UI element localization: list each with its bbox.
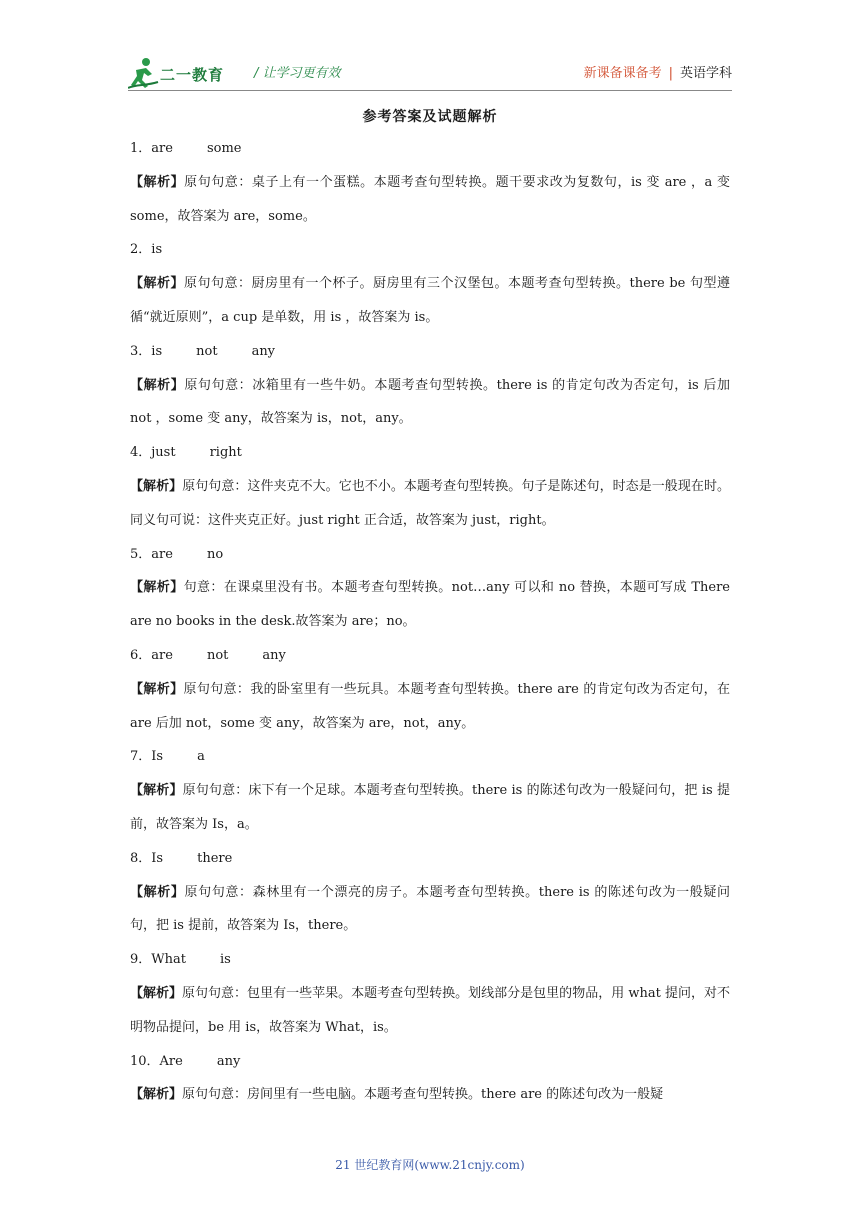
analysis-tag: 【解析】 [130, 478, 183, 494]
answer-word: any [262, 647, 286, 663]
answer-word: not [206, 647, 229, 663]
page-footer: 21 世纪教育网(www.21cnjy.com) [335, 1158, 525, 1172]
analysis-paragraph [130, 166, 730, 234]
analysis-paragraph [130, 673, 730, 741]
answer-list [130, 132, 730, 1112]
page-title: 参考答案及试题解析 [362, 109, 498, 125]
analysis-paragraph [130, 1078, 730, 1112]
analysis-text: 原句句意：我的卧室里有一些玩具。本题考查句型转换。there are 的肯定句改为否定句，在 are 后加 not，some 变 any，故答案为 are，not，any。 [130, 681, 730, 731]
analysis-text: 原句句意：包里有一些苹果。本题考查句型转换。划线部分是包里的物品，用 what 提问，对不明物品提问，be 用 is，故答案为 What，is。 [130, 985, 730, 1035]
answer-row [130, 943, 730, 977]
analysis-paragraph [130, 876, 730, 944]
answer-word: not [196, 343, 218, 359]
answer-word: Are [159, 1053, 183, 1069]
analysis-text: 原句句意：冰箱里有一些牛奶。本题考查句型转换。there is 的肯定句改为否定句，is 后加 not ，some 变 any，故答案为 is，not，any。 [130, 377, 730, 427]
analysis-paragraph [130, 470, 730, 538]
question-number: 7． [130, 749, 152, 765]
analysis-tag: 【解析】 [130, 985, 183, 1001]
answer-row [130, 740, 730, 774]
analysis-text: 原句句意：房间里有一些电脑。本题考查句型转换。there are 的陈述句改为一般疑 [182, 1087, 664, 1103]
answer-word: are [151, 546, 173, 562]
answer-word: just [151, 445, 176, 461]
page-header [128, 54, 732, 94]
answer-row [130, 639, 730, 673]
brand-tag: 新课备课备考 [583, 66, 662, 81]
answer-row [130, 1045, 730, 1079]
question-number: 4． [130, 445, 152, 461]
analysis-paragraph [130, 977, 730, 1045]
runner-logo-icon [128, 56, 160, 90]
answer-row [130, 842, 730, 876]
answer-word: What [151, 952, 186, 968]
analysis-tag: 【解析】 [130, 1087, 183, 1103]
question-number: 1． [130, 141, 152, 156]
analysis-tag: 【解析】 [130, 276, 185, 292]
analysis-tag: 【解析】 [130, 580, 184, 596]
answer-word: any [251, 343, 276, 359]
analysis-text: 原句句意：森林里有一个漂亮的房子。本题考查句型转换。there is 的陈述句改为一般疑问句，把 is 提前，故答案为 Is，there。 [130, 884, 730, 934]
analysis-tag: 【解析】 [130, 884, 185, 900]
answer-row [130, 436, 730, 470]
analysis-text: 句意：在课桌里没有书。本题考查句型转换。not…any 可以和 no 替换，本题可写成 There are no books in the desk.故答案为 are；no。 [130, 580, 730, 630]
header-separator: | [668, 66, 673, 81]
analysis-paragraph [130, 774, 730, 842]
logo [128, 56, 243, 90]
header-right [584, 62, 732, 81]
answer-word: is [151, 343, 163, 359]
analysis-paragraph [130, 267, 730, 335]
answer-word: no [206, 546, 224, 562]
answer-word: Is [151, 749, 164, 765]
answer-row [130, 335, 730, 369]
analysis-text: 原句句意：这件夹克不大。它也不小。本题考查句型转换。句子是陈述句，时态是一般现在时。同义句可说：这件夹克正好。just right 正合适，故答案为 just，right。 [130, 478, 730, 528]
analysis-paragraph [130, 571, 730, 639]
analysis-tag: 【解析】 [130, 174, 185, 190]
answer-word: are [151, 141, 173, 156]
question-number: 8． [130, 850, 152, 866]
answer-row [130, 233, 730, 267]
header-divider [128, 90, 732, 91]
analysis-tag: 【解析】 [130, 377, 185, 393]
answer-word: right [209, 445, 242, 461]
question-number: 2． [130, 242, 152, 258]
question-number: 5． [130, 546, 152, 562]
answer-word: are [151, 647, 173, 663]
subject-label: 英语学科 [679, 66, 732, 81]
answer-word: there [197, 850, 233, 866]
question-number: 3． [130, 343, 152, 359]
answer-word: some [206, 141, 242, 156]
answer-word: any [216, 1053, 241, 1069]
analysis-text: 原句句意：厨房里有一个杯子。厨房里有三个汉堡包。本题考查句型转换。there be 句型遵循“就近原则”，a cup 是单数，用 is ，故答案为 is。 [130, 276, 730, 325]
answer-row [130, 132, 730, 166]
answer-word: is [220, 952, 231, 968]
analysis-text: 原句句意：床下有一个足球。本题考查句型转换。there is 的陈述句改为一般疑问句，把 is 提前，故答案为 Is，a。 [130, 783, 730, 832]
answer-word: a [197, 749, 205, 765]
answer-row [130, 538, 730, 572]
analysis-text: 原句句意：桌子上有一个蛋糕。本题考查句型转换。题干要求改为复数句，is 变 are ，a 变 some，故答案为 are，some。 [130, 174, 730, 224]
question-number: 6． [130, 647, 152, 663]
answer-word: Is [151, 850, 164, 866]
analysis-paragraph [130, 369, 730, 437]
logo-text: 二一教育 [160, 66, 225, 84]
question-number: 10． [130, 1053, 160, 1069]
answer-word: is [151, 242, 163, 258]
analysis-tag: 【解析】 [130, 783, 183, 799]
analysis-tag: 【解析】 [130, 681, 184, 697]
question-number: 9． [130, 952, 152, 968]
slogan: / 让学习更有效 [254, 66, 341, 81]
